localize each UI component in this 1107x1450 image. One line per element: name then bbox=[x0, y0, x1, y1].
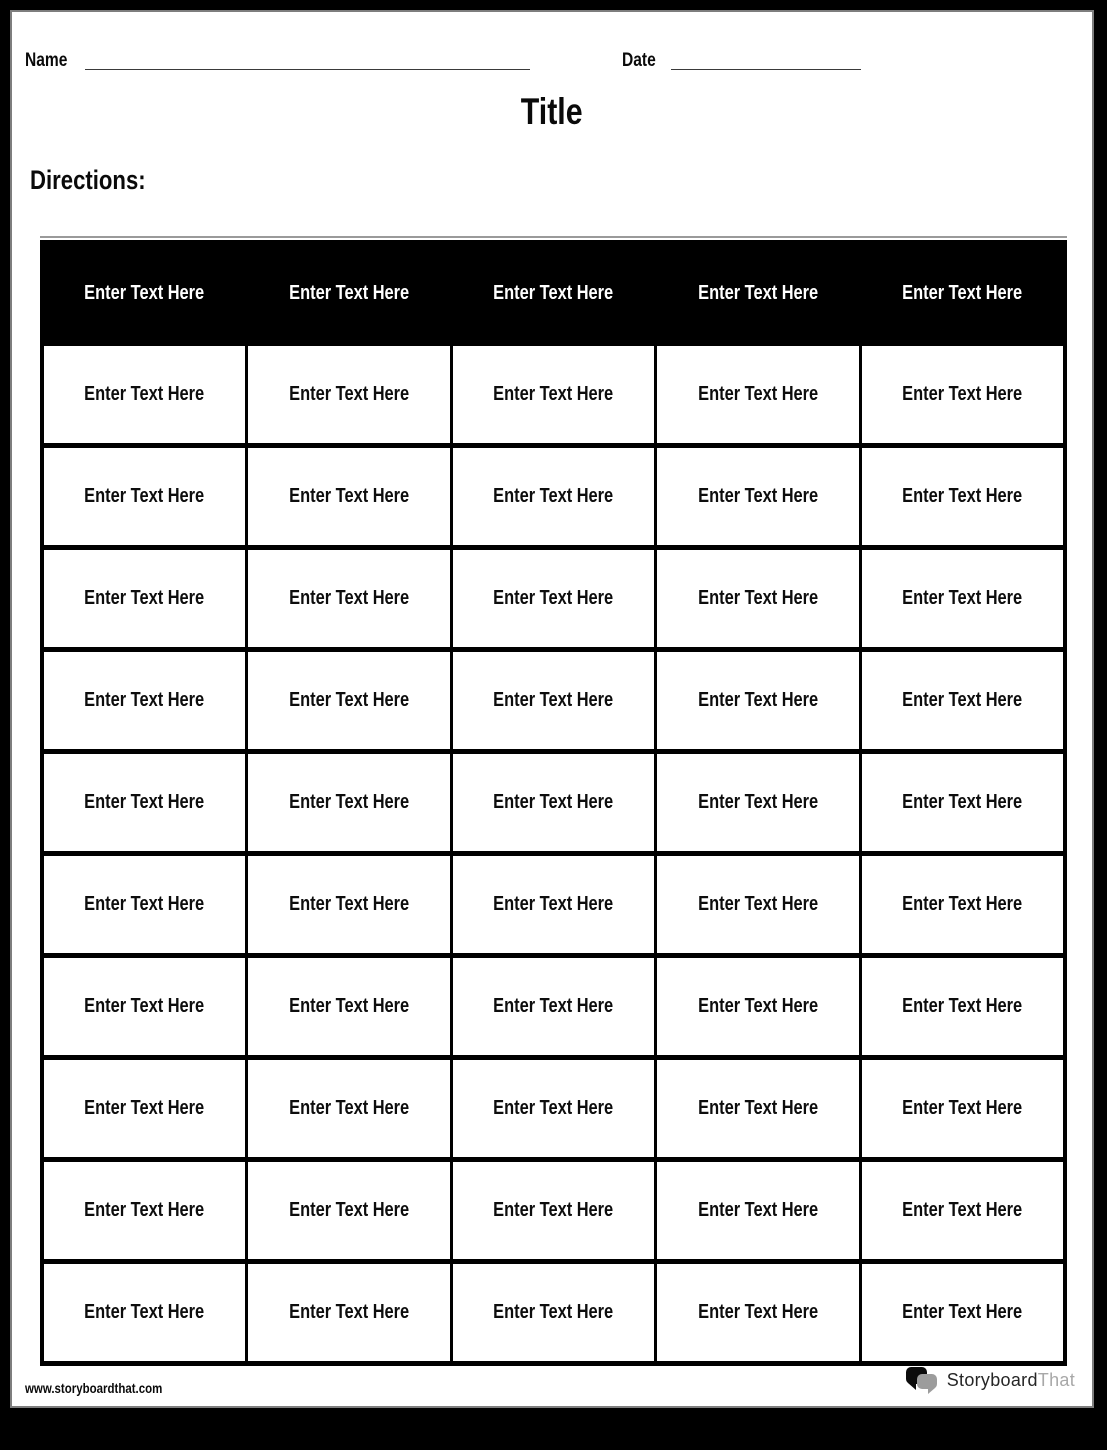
cell-placeholder: Enter Text Here bbox=[84, 1097, 205, 1119]
table-cell[interactable] bbox=[42, 956, 247, 1058]
directions-label: Directions: bbox=[30, 165, 146, 195]
table-header-cell[interactable] bbox=[451, 243, 656, 344]
table-cell[interactable] bbox=[656, 1160, 861, 1262]
table-row bbox=[42, 1058, 1065, 1160]
cell-placeholder: Enter Text Here bbox=[902, 1199, 1023, 1221]
table-cell[interactable] bbox=[42, 1262, 247, 1364]
cell-placeholder: Enter Text Here bbox=[493, 587, 614, 609]
name-fill-line[interactable] bbox=[85, 52, 530, 70]
table-cell[interactable] bbox=[860, 650, 1065, 752]
table-cell[interactable] bbox=[247, 1160, 452, 1262]
cell-placeholder: Enter Text Here bbox=[698, 383, 819, 405]
table-cell[interactable] bbox=[451, 446, 656, 548]
cell-placeholder: Enter Text Here bbox=[902, 1097, 1023, 1119]
cell-placeholder: Enter Text Here bbox=[698, 485, 819, 507]
table-cell[interactable] bbox=[42, 650, 247, 752]
table-cell[interactable] bbox=[247, 344, 452, 446]
name-label: Name bbox=[25, 50, 68, 71]
cell-placeholder: Enter Text Here bbox=[288, 383, 409, 405]
cell-placeholder: Enter Text Here bbox=[902, 1301, 1023, 1323]
cell-placeholder: Enter Text Here bbox=[698, 995, 819, 1017]
cell-placeholder: Enter Text Here bbox=[493, 1097, 614, 1119]
cell-placeholder: Enter Text Here bbox=[698, 1097, 819, 1119]
cell-placeholder: Enter Text Here bbox=[84, 1199, 205, 1221]
table-row bbox=[42, 1160, 1065, 1262]
table-cell[interactable] bbox=[451, 752, 656, 854]
cell-placeholder: Enter Text Here bbox=[84, 383, 205, 405]
table-cell[interactable] bbox=[42, 854, 247, 956]
cell-placeholder: Enter Text Here bbox=[493, 1301, 614, 1323]
table-cell[interactable] bbox=[42, 1058, 247, 1160]
cell-placeholder: Enter Text Here bbox=[288, 1301, 409, 1323]
worksheet-table-wrap bbox=[40, 236, 1067, 1366]
cell-placeholder: Enter Text Here bbox=[493, 1199, 614, 1221]
cell-placeholder: Enter Text Here bbox=[84, 485, 205, 507]
cell-placeholder: Enter Text Here bbox=[493, 485, 614, 507]
header-cell-placeholder: Enter Text Here bbox=[84, 281, 205, 304]
cell-placeholder: Enter Text Here bbox=[288, 587, 409, 609]
table-header-cell[interactable] bbox=[656, 243, 861, 344]
table-cell[interactable] bbox=[451, 1262, 656, 1364]
table-cell[interactable] bbox=[656, 1058, 861, 1160]
table-cell[interactable] bbox=[656, 854, 861, 956]
cell-placeholder: Enter Text Here bbox=[902, 587, 1023, 609]
table-cell[interactable] bbox=[451, 344, 656, 446]
table-cell[interactable] bbox=[860, 446, 1065, 548]
cell-placeholder: Enter Text Here bbox=[698, 791, 819, 813]
table-cell[interactable] bbox=[656, 344, 861, 446]
worksheet-page bbox=[10, 10, 1094, 1408]
speech-bubbles-icon bbox=[904, 1365, 940, 1395]
table-header-cell[interactable] bbox=[247, 243, 452, 344]
cell-placeholder: Enter Text Here bbox=[698, 1301, 819, 1323]
website-url: www.storyboardthat.com bbox=[25, 1380, 163, 1396]
table-cell[interactable] bbox=[860, 1262, 1065, 1364]
table-row bbox=[42, 548, 1065, 650]
table-cell[interactable] bbox=[247, 548, 452, 650]
gray-speech-bubble-icon bbox=[917, 1374, 937, 1389]
table-cell[interactable] bbox=[451, 1058, 656, 1160]
logo-wordmark: StoryboardThat bbox=[946, 1369, 1075, 1390]
cell-placeholder: Enter Text Here bbox=[288, 791, 409, 813]
table-cell[interactable] bbox=[451, 1160, 656, 1262]
cell-placeholder: Enter Text Here bbox=[698, 1199, 819, 1221]
table-cell[interactable] bbox=[247, 650, 452, 752]
cell-placeholder: Enter Text Here bbox=[698, 689, 819, 711]
cell-placeholder: Enter Text Here bbox=[84, 689, 205, 711]
table-cell[interactable] bbox=[247, 446, 452, 548]
cell-placeholder: Enter Text Here bbox=[493, 383, 614, 405]
table-cell[interactable] bbox=[656, 548, 861, 650]
worksheet-table bbox=[40, 240, 1067, 1366]
table-cell[interactable] bbox=[42, 446, 247, 548]
table-cell[interactable] bbox=[247, 854, 452, 956]
date-fill-line[interactable] bbox=[671, 52, 861, 70]
table-row bbox=[42, 1262, 1065, 1364]
cell-placeholder: Enter Text Here bbox=[698, 893, 819, 915]
table-cell[interactable] bbox=[656, 446, 861, 548]
cell-placeholder: Enter Text Here bbox=[288, 485, 409, 507]
table-cell[interactable] bbox=[42, 548, 247, 650]
table-cell[interactable] bbox=[247, 956, 452, 1058]
name-field bbox=[25, 52, 530, 70]
table-cell[interactable] bbox=[451, 854, 656, 956]
table-cell[interactable] bbox=[451, 956, 656, 1058]
table-row bbox=[42, 446, 1065, 548]
cell-placeholder: Enter Text Here bbox=[288, 995, 409, 1017]
table-cell[interactable] bbox=[860, 1160, 1065, 1262]
cell-placeholder: Enter Text Here bbox=[902, 995, 1023, 1017]
table-cell[interactable] bbox=[451, 548, 656, 650]
table-cell[interactable] bbox=[656, 956, 861, 1058]
table-header-cell[interactable] bbox=[860, 243, 1065, 344]
cell-placeholder: Enter Text Here bbox=[288, 689, 409, 711]
table-row bbox=[42, 854, 1065, 956]
cell-placeholder: Enter Text Here bbox=[698, 587, 819, 609]
table-cell[interactable] bbox=[656, 650, 861, 752]
table-cell[interactable] bbox=[42, 752, 247, 854]
table-header-row bbox=[42, 243, 1065, 344]
cell-placeholder: Enter Text Here bbox=[902, 689, 1023, 711]
table-cell[interactable] bbox=[247, 1058, 452, 1160]
cell-placeholder: Enter Text Here bbox=[288, 1097, 409, 1119]
cell-placeholder: Enter Text Here bbox=[493, 791, 614, 813]
cell-placeholder: Enter Text Here bbox=[493, 893, 614, 915]
date-field bbox=[622, 52, 861, 70]
table-cell[interactable] bbox=[860, 548, 1065, 650]
table-header-cell[interactable] bbox=[42, 243, 247, 344]
table-row bbox=[42, 956, 1065, 1058]
header-cell-placeholder: Enter Text Here bbox=[902, 281, 1023, 304]
table-row bbox=[42, 344, 1065, 446]
cell-placeholder: Enter Text Here bbox=[902, 893, 1023, 915]
table-body bbox=[42, 344, 1065, 1364]
table-cell[interactable] bbox=[42, 1160, 247, 1262]
cell-placeholder: Enter Text Here bbox=[84, 1301, 205, 1323]
table-cell[interactable] bbox=[247, 1262, 452, 1364]
table-cell[interactable] bbox=[860, 752, 1065, 854]
table-cell[interactable] bbox=[247, 752, 452, 854]
table-cell[interactable] bbox=[860, 1058, 1065, 1160]
table-cell[interactable] bbox=[860, 956, 1065, 1058]
cell-placeholder: Enter Text Here bbox=[493, 689, 614, 711]
table-row bbox=[42, 650, 1065, 752]
cell-placeholder: Enter Text Here bbox=[288, 893, 409, 915]
date-label: Date bbox=[622, 50, 656, 71]
cell-placeholder: Enter Text Here bbox=[84, 995, 205, 1017]
cell-placeholder: Enter Text Here bbox=[902, 485, 1023, 507]
cell-placeholder: Enter Text Here bbox=[902, 383, 1023, 405]
header-cell-placeholder: Enter Text Here bbox=[493, 281, 614, 304]
table-cell[interactable] bbox=[451, 650, 656, 752]
header-cell-placeholder: Enter Text Here bbox=[698, 281, 819, 304]
table-cell[interactable] bbox=[860, 854, 1065, 956]
cell-placeholder: Enter Text Here bbox=[493, 995, 614, 1017]
table-cell[interactable] bbox=[656, 752, 861, 854]
page-title: Title bbox=[521, 91, 583, 132]
header-cell-placeholder: Enter Text Here bbox=[288, 281, 409, 304]
table-row bbox=[42, 752, 1065, 854]
header-row bbox=[42, 243, 1065, 344]
table-cell[interactable] bbox=[860, 344, 1065, 446]
storyboardthat-logo bbox=[904, 1365, 1075, 1395]
cell-placeholder: Enter Text Here bbox=[84, 791, 205, 813]
cell-placeholder: Enter Text Here bbox=[288, 1199, 409, 1221]
cell-placeholder: Enter Text Here bbox=[902, 791, 1023, 813]
table-cell[interactable] bbox=[42, 344, 247, 446]
cell-placeholder: Enter Text Here bbox=[84, 893, 205, 915]
table-cell[interactable] bbox=[656, 1262, 861, 1364]
cell-placeholder: Enter Text Here bbox=[84, 587, 205, 609]
